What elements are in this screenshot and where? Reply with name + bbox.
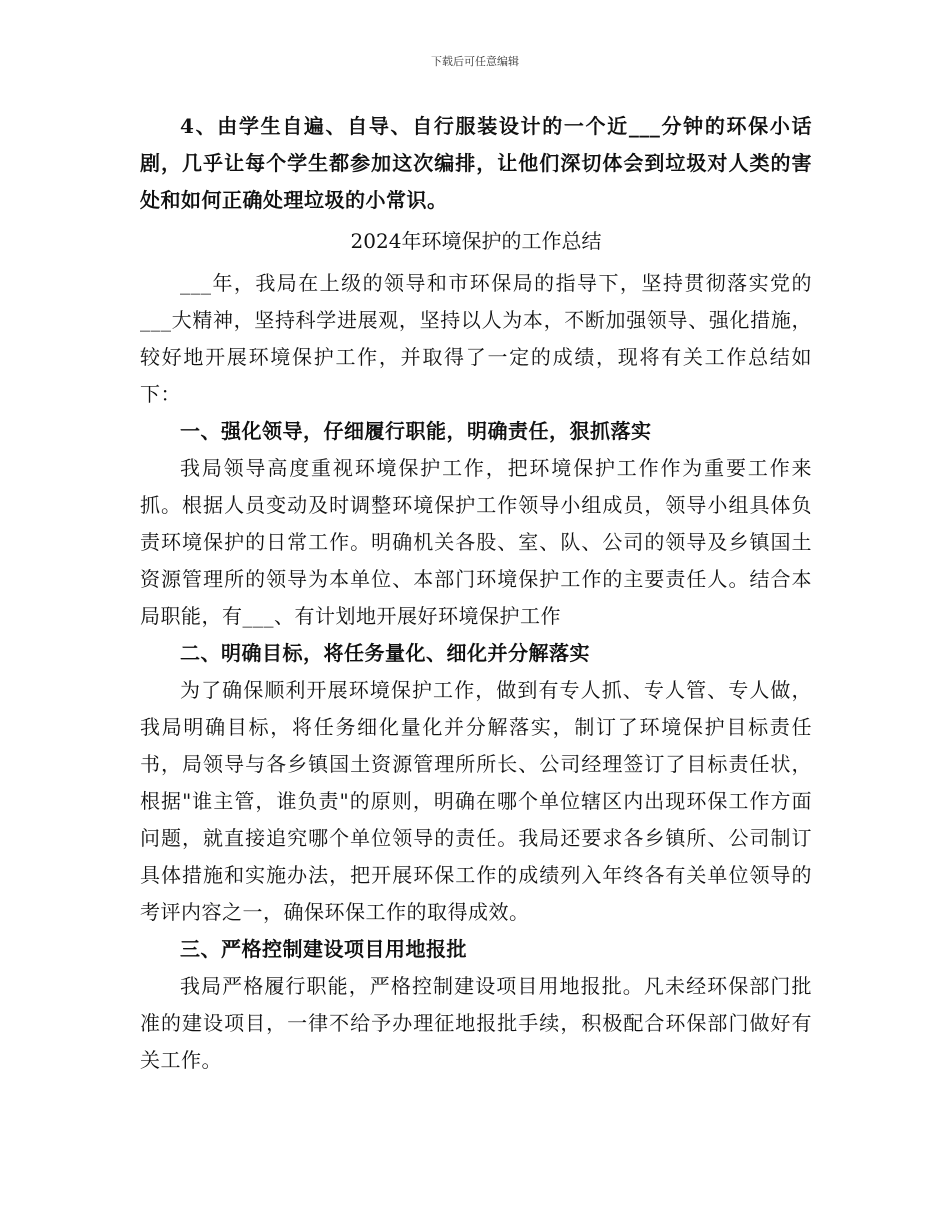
page-header: 下载后可任意编辑 (431, 55, 519, 68)
intro-paragraph: 4、由学生自遍、自导、自行服装设计的一个近___分钟的环保小话剧，几乎让每个学生都参加这次编排，让他们深切体会到垃圾对人类的害处和如何正确处理垃圾的小常识。 (140, 114, 812, 212)
paragraph-4: 我局严格履行职能，严格控制建设项目用地报批。凡未经环保部门批准的建设项目，一律不给予办理征地报批手续，积极配合环保部门做好有关工作。 (140, 974, 812, 1072)
document-title: 2024年环境保护的工作总结 (350, 229, 602, 253)
section-heading-2: 二、明确目标，将任务量化、细化并分解落实 (180, 641, 590, 665)
section-heading-3: 三、严格控制建设项目用地报批 (180, 937, 467, 961)
paragraph-1: ___年，我局在上级的领导和市环保局的指导下，坚持贯彻落实党的___大精神，坚持科学进展观，坚持以人为本，不断加强领导、强化措施，较好地开展环境保护工作，并取得了一定的成绩，现将有关工作总结如下： (140, 271, 812, 406)
document-body (140, 108, 812, 1079)
section-heading-1: 一、强化领导，仔细履行职能，明确责任，狠抓落实 (180, 419, 652, 443)
paragraph-2: 我局领导高度重视环境保护工作，把环境保护工作作为重要工作来抓。根据人员变动及时调整环境保护工作领导小组成员，领导小组具体负责环境保护的日常工作。明确机关各股、室、队、公司的领导及乡镇国土资源管理所的领导为本单位、本部门环境保护工作的主要责任人。结合本局职能，有___、有计划地开展好环境保护工作 (140, 456, 812, 628)
paragraph-3: 为了确保顺利开展环境保护工作，做到有专人抓、专人管、专人做，我局明确目标，将任务细化量化并分解落实，制订了环境保护目标责任书，局领导与各乡镇国土资源管理所所长、公司经理签订了目标责任状，根据"谁主管，谁负责"的原则，明确在哪个单位辖区内出现环保工作方面问题，就直接追究哪个单位领导的责任。我局还要求各乡镇所、公司制订具体措施和实施办法，把开展环保工作的成绩列入年终各有关单位领导的考评内容之一，确保环保工作的取得成效。 (140, 678, 812, 924)
